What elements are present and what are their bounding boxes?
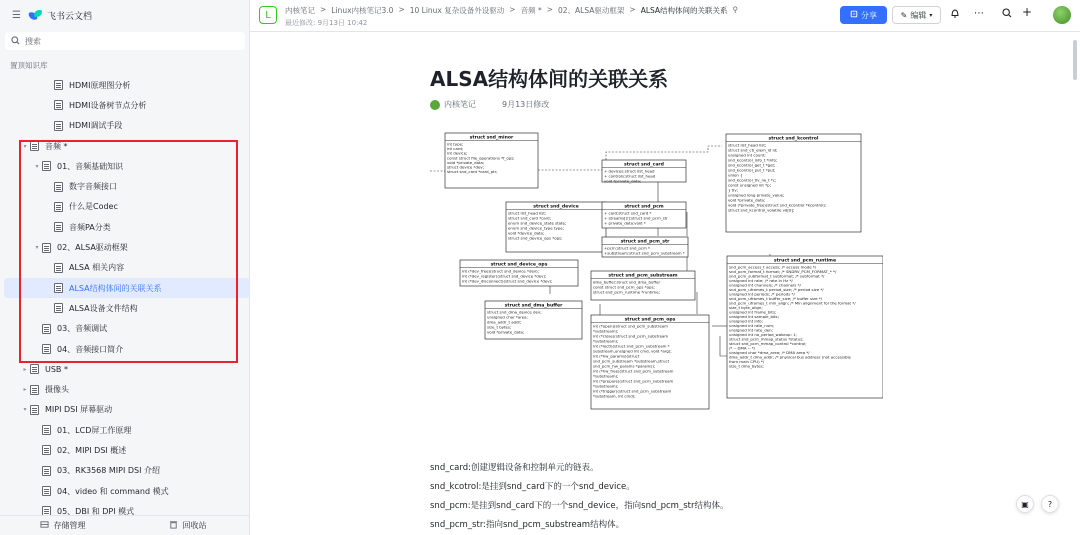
recycle-icon (169, 520, 178, 531)
struct-box-field: unsigned int rate; /* rate in Hz */ (729, 278, 793, 283)
edit-icon: ✎ (900, 10, 908, 20)
struct-box-title: struct snd_pcm_ops (624, 317, 676, 323)
tree-item[interactable] (0, 400, 250, 420)
doc-icon (42, 445, 51, 455)
author-name[interactable]: 内核笔记 (444, 100, 476, 109)
struct-box-field: union { (728, 172, 743, 178)
breadcrumb (285, 5, 738, 16)
struct-box-field: enum snd_device_type type; (508, 225, 564, 231)
struct-box-pcm-ops (591, 315, 709, 409)
struct-box-field: from main CPU) */ (729, 359, 765, 364)
struct-box-title: struct snd_device (533, 204, 579, 210)
tree-item-label: 03、RK3568 MIPI DSI 介绍 (57, 466, 161, 476)
struct-box-field: struct snd_card *card; (508, 215, 551, 221)
struct-box-field: snd_pcm_uframes_t min_align; /* Min alignment for the format */ (729, 300, 856, 306)
struct-box-title: struct snd_minor (469, 135, 514, 141)
tree-item-label: 04、video 和 command 模式 (57, 486, 169, 496)
doc-icon (42, 486, 51, 496)
struct-box-field: void *private_data; (604, 178, 642, 184)
tree-item-label: HDMI设备树节点分析 (69, 100, 147, 110)
struct-box-runtime (727, 256, 883, 398)
struct-box-field: size_t bytes; (487, 324, 512, 330)
recycle-label: 回收站 (182, 521, 207, 530)
struct-box-field: snd_pcm_uframes_t buffer_size; /* buffer size */ (729, 296, 823, 301)
struct-box-field: int card; (447, 146, 464, 152)
tree-item-label: 音频PA分类 (69, 222, 111, 232)
chevron-down-icon[interactable]: ▾ (35, 244, 39, 252)
struct-box-field: int device; (447, 150, 468, 156)
edit-mode-button[interactable] (892, 6, 941, 24)
struct-box-field: const struct snd_pcm_ops *ops; (593, 284, 655, 290)
tree-item[interactable] (0, 440, 250, 460)
search-placeholder: 搜索 (25, 36, 41, 46)
struct-box-field: + streams[2]:struct snd_pcm_str (604, 215, 668, 221)
struct-box-field: void *private_data; (447, 159, 485, 165)
tree-item-label: USB * (45, 364, 68, 374)
chevron-down-icon[interactable]: ▾ (23, 406, 27, 414)
struct-box-field: *substream); (593, 373, 619, 379)
doc-icon (30, 405, 39, 415)
struct-box-field: int (*dev_register)(struct snd_device *dev); (462, 273, 547, 279)
struct-box-field: const struct file_operations *f_ops; (447, 155, 515, 161)
search-input[interactable] (5, 32, 245, 50)
breadcrumb-separator: > (398, 5, 405, 14)
breadcrumb-separator: > (546, 5, 553, 14)
tree-item[interactable] (0, 95, 250, 115)
struct-box-field: snd_pcm_format_t format; /* SNDRV_PCM_FORMAT_* */ (729, 269, 837, 274)
page-title: ALSA结构体间的关联关系 (430, 67, 669, 91)
struct-box-field: dma_addr_t addr; (487, 319, 522, 325)
doc-meta (430, 99, 549, 110)
struct-box-field: unsigned int channels; /* channels */ (729, 282, 801, 288)
share-label: 分享 (861, 10, 877, 20)
struct-box-field: struct list_head list; (728, 142, 767, 148)
pinned-library-label: 置顶知识库 (10, 61, 48, 70)
struct-box-field: int type; (447, 141, 464, 147)
struct-box-field: size_t byte_align; (729, 305, 763, 310)
tree-item-label: MIPI DSI 屏幕驱动 (45, 405, 113, 415)
breadcrumb-item[interactable]: Linux内核笔记3.0 (331, 6, 394, 15)
struct-box-field: *substream); (593, 338, 619, 344)
tree-item-label: 摄像头 (45, 385, 69, 395)
struct-box-field: unsigned int periods; /* periods */ (729, 291, 795, 297)
struct-box-field: *substream); (593, 383, 619, 389)
struct-box-field: struct snd_card *card_ptr; (447, 169, 498, 175)
struct-box-field: snd_pcm_substream *substream,struct (593, 358, 670, 364)
struct-box-title: struct snd_card (624, 162, 664, 168)
paragraph: snd_pcm_str:指向snd_pcm_substream结构体。 (430, 520, 625, 530)
struct-box-field: int (*trigger)(struct snd_pcm_substream (593, 388, 672, 394)
struct-box-kcontrol (726, 134, 861, 232)
user-avatar[interactable] (1053, 6, 1071, 24)
struct-box-field: substream,unsigned int cmd, void *arg); (593, 348, 672, 354)
struct-box-field: int (*close)(struct snd_pcm_substream (593, 333, 669, 339)
sidebar (0, 0, 250, 535)
struct-box-field: dma_addr_t dma_addr; /* physical bus address (not accessible (729, 354, 851, 360)
struct-box-card (602, 160, 686, 184)
struct-box-title: struct snd_pcm (624, 204, 664, 210)
struct-box-field: int (*open)(struct snd_pcm_substream (593, 323, 668, 329)
struct-box-field: + controls:struct list_head (604, 173, 656, 179)
doc-icon (54, 121, 63, 131)
share-icon (850, 10, 858, 20)
struct-box-field: unsigned int no_period_wakeup: 1; (729, 332, 797, 337)
scrollbar[interactable] (1073, 40, 1077, 80)
storage-label: 存储管理 (53, 521, 86, 530)
app-brand[interactable] (29, 9, 92, 22)
struct-box-field: int (*ioctl)(struct snd_pcm_substream * (593, 343, 670, 349)
struct-box-field: unsigned int frame_bits; (729, 309, 777, 315)
struct-box-field: } tlv; (728, 187, 738, 193)
struct-box-minor (445, 133, 538, 188)
struct-box-title: struct snd_kcontrol (768, 136, 819, 142)
struct-box-field: unsigned char *area; (487, 314, 528, 320)
chevron-down-icon: ▾ (929, 11, 933, 19)
struct-box-title: struct snd_device_ops (490, 262, 548, 268)
storage-button[interactable] (0, 516, 125, 535)
struct-box-field: unsigned int info; (729, 318, 763, 324)
struct-box-field: + card:struct snd_card * (604, 210, 652, 216)
struct-box-substream (591, 271, 695, 300)
doc-icon[interactable]: L (259, 6, 277, 24)
struct-box-field: snd_pcm_hw_params *params); (593, 363, 656, 369)
tree-item-label: 音频 * (45, 141, 68, 151)
struct-box-title: struct snd_pcm_runtime (773, 258, 837, 264)
tree-item[interactable] (0, 461, 250, 481)
app-name: 飞书云文档 (46, 11, 92, 22)
tree-item[interactable] (0, 75, 250, 95)
breadcrumb-item[interactable]: 10 Linux 复杂设备外设驱动 (409, 6, 505, 15)
struct-box-field: struct snd_dma_device dev; (487, 309, 542, 315)
struct-box-field: *substream); (593, 328, 619, 334)
breadcrumb-separator: > (320, 5, 327, 14)
tree-item[interactable] (0, 420, 250, 440)
struct-box-field: enum snd_device_state state; (508, 220, 567, 226)
tree-item-label: HDMI调试手段 (69, 121, 123, 131)
doc-header (250, 0, 1080, 32)
struct-box-field: /* -- DMA -- */ (729, 345, 756, 351)
doc-icon (42, 466, 51, 476)
highlight-annotation-box (19, 140, 238, 363)
breadcrumb-separator: > (629, 5, 636, 14)
tree-item-label: ALSA设备文件结构 (69, 303, 138, 313)
struct-box-field: + private_data:void * (604, 220, 646, 226)
tree-item-label: ALSA 相关内容 (69, 263, 125, 273)
struct-box-field: unsigned int rate_num; (729, 323, 775, 328)
feishu-logo-icon (29, 10, 42, 21)
struct-box-field: int (*hw_params)(struct (593, 353, 640, 359)
breadcrumb-item[interactable]: 内核笔记 (285, 6, 315, 15)
struct-box-field: struct device *dev; (447, 164, 484, 170)
tree-item-label: 02、ALSA驱动框架 (57, 243, 128, 253)
doc-icon (30, 385, 39, 395)
doc-icon (42, 425, 51, 435)
doc-content (250, 33, 1072, 535)
sidebar-toggle-icon[interactable]: ☰ (12, 9, 21, 21)
struct-box-field: snd_kcontrol_put_t *put; (728, 167, 776, 173)
struct-box-field: void *private_data; (728, 197, 766, 203)
tree-item-label: 01、LCD屏工作原理 (57, 425, 132, 435)
last-edited: 最近修改: 9月13日 10:42 (285, 19, 368, 27)
storage-icon (40, 520, 49, 531)
tree-item-label: 01、音频基础知识 (57, 161, 124, 171)
chevron-down-icon[interactable]: ▾ (23, 142, 27, 150)
struct-box-field: int (*dev_disconnect)(struct snd_device *dev); (462, 278, 553, 284)
chevron-right-icon[interactable]: ▸ (23, 365, 27, 373)
more-icon[interactable]: ⋯ (974, 8, 984, 19)
struct-box-field: size_t dma_bytes; (729, 363, 764, 369)
struct-box-field: struct snd_pcm_mmap_control *control; (729, 341, 807, 346)
struct-box-field: const unsigned int *p; (728, 182, 771, 188)
paragraph: snd_card:创建逻辑设备和控制单元的链表。 (430, 463, 599, 473)
tree-item-label: 03、音频调试 (57, 324, 108, 334)
struct-box-field: int (*dev_free)(struct snd_device *dev); (462, 268, 539, 274)
breadcrumb-item[interactable]: ALSA结构体间的关联关系 (640, 6, 728, 15)
struct-box-field: snd_kcontrol_info_t *info; (728, 157, 778, 163)
struct-box-field: unsigned int count; (728, 152, 766, 158)
help-icon[interactable]: ? (1041, 495, 1059, 513)
breadcrumb-item[interactable]: 02、ALSA驱动框架 (558, 6, 625, 15)
doc-icon (30, 364, 39, 374)
tree-item-label: HDMI原理图分析 (69, 80, 131, 90)
tree-item-label: 什么是Codec (69, 202, 118, 212)
tree-item[interactable] (0, 481, 250, 501)
pin-icon[interactable]: ⚲ (732, 5, 739, 14)
share-button[interactable] (840, 6, 887, 24)
alsa-struct-diagram[interactable] (430, 126, 883, 414)
tree-item-label: 数字音频接口 (69, 182, 117, 192)
bell-icon[interactable] (950, 8, 960, 21)
plus-icon[interactable]: + (1022, 5, 1033, 19)
struct-box-field: void *private_data; (487, 329, 525, 335)
tree-item-label: 05、DBI 和 DPI 模式 (57, 506, 135, 516)
struct-box-title: struct snd_pcm_str (620, 239, 670, 245)
struct-box-field: unsigned long private_value; (728, 192, 785, 198)
struct-box-field: int (*prepare)(struct snd_pcm_substream (593, 378, 674, 384)
struct-box-field: + devices:struct list_head (604, 168, 655, 174)
struct-box-field: unsigned int rate_den; (729, 327, 773, 333)
struct-box-field: struct snd_device_ops *ops; (508, 235, 563, 241)
struct-box-title: struct snd_dma_buffer (504, 303, 563, 309)
struct-box-field: +substream:struct snd_pcm_substream * (604, 250, 685, 256)
struct-box-field: void *device_data; (508, 230, 545, 236)
search-icon (11, 36, 20, 47)
paragraph: snd_pcm:是挂到snd_card下的一个snd_device，指向snd_pcm_str结构体。 (430, 501, 729, 511)
tree-item[interactable] (0, 379, 250, 399)
zoom-icon[interactable] (1002, 8, 1012, 21)
struct-box-field: struct snd_pcm_mmap_status *status; (729, 336, 804, 342)
struct-box-field: snd_pcm_uframes_t period_size; /* period size */ (729, 287, 824, 292)
sidebar-footer (0, 515, 250, 535)
struct-box-field: void (*private_free)(struct snd_kcontrol *kcontrol); (728, 202, 827, 208)
author-avatar[interactable] (430, 100, 440, 110)
chevron-right-icon[interactable]: ▸ (23, 386, 27, 394)
tree-item-label: ALSA结构体间的关联关系 (69, 283, 162, 293)
struct-box-device-ops (460, 260, 578, 286)
struct-box-field: unsigned int sample_bits; (729, 314, 779, 319)
struct-box-field: dma_buffer:struct snd_dma_buffer (593, 279, 661, 285)
struct-box-title: struct snd_pcm_substream (608, 273, 678, 279)
doc-icon (54, 100, 63, 110)
sidebar-header (0, 0, 249, 30)
tree-item-label: 02、MIPI DSI 概述 (57, 445, 127, 455)
struct-box-field: int (*hw_free)(struct snd_pcm_substream (593, 368, 674, 374)
layout-icon[interactable]: ▣ (1016, 495, 1034, 513)
struct-box-field: struct snd_pcm_runtime *runtime; (593, 289, 660, 295)
doc-icon (54, 80, 63, 90)
struct-box-device (506, 202, 606, 252)
breadcrumb-separator: > (509, 5, 516, 14)
struct-box-field: snd_pcm_subformat_t subformat; /* subformat */ (729, 273, 825, 279)
edit-label: 编辑 (910, 10, 927, 20)
struct-box-field: snd_kcontrol_get_t *get; (728, 162, 776, 168)
struct-box-field: snd_pcm_access_t access; /* access mode */ (729, 264, 817, 270)
tree-item-label: 04、音频接口简介 (57, 344, 124, 354)
struct-box-field: unsigned char *dma_area; /* DMA area */ (729, 350, 810, 355)
breadcrumb-item[interactable]: 音频 * (520, 6, 542, 15)
chevron-down-icon[interactable]: ▾ (35, 162, 39, 170)
struct-box-field: snd_kcontrol_tlv_rw_t *c; (728, 177, 777, 183)
tree-item[interactable] (0, 116, 250, 136)
struct-box-field: struct snd_kcontrol_volatile vd[0]; (728, 207, 795, 213)
paragraph: snd_kcotrol:是挂到snd_card下的一个snd_device。 (430, 482, 635, 492)
modified-date: 9月13日修改 (502, 100, 550, 109)
struct-box-pcm (602, 202, 686, 228)
struct-box-field: struct list_head list; (508, 210, 547, 216)
struct-box-pcm-str (602, 237, 688, 257)
struct-box-field: struct snd_ctl_elem_id id; (728, 147, 778, 153)
recycle-bin-button[interactable] (125, 516, 250, 535)
struct-box-field: *substream, int cmd); (593, 393, 636, 399)
struct-box-field: +pcm:struct snd_pcm * (604, 245, 650, 251)
struct-box-dma-buffer (485, 301, 582, 339)
